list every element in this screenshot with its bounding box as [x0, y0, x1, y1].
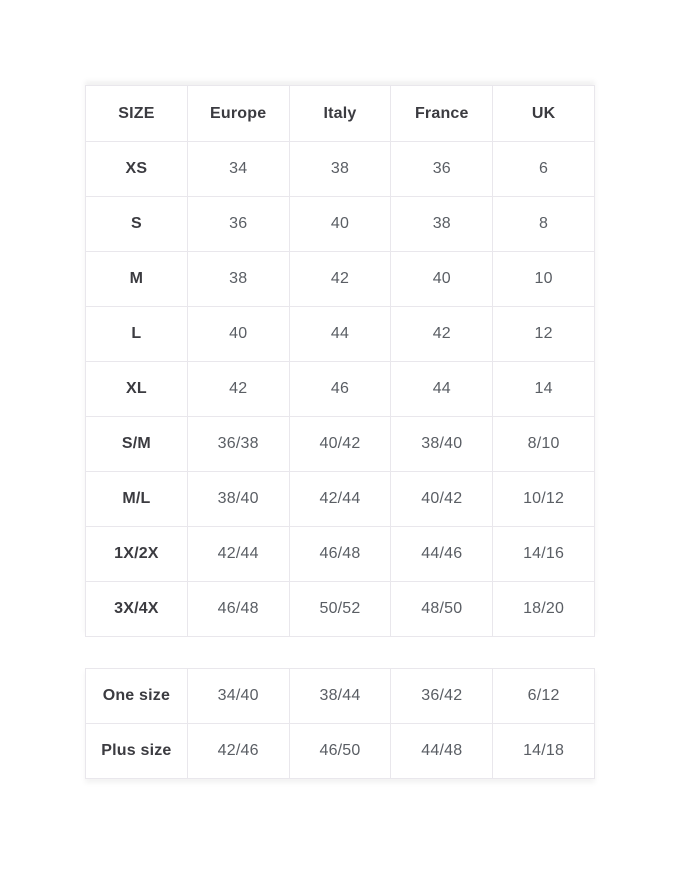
size-cell: 34/40 [187, 669, 289, 724]
row-label: Plus size [86, 724, 188, 779]
size-cell: 40 [289, 197, 391, 252]
table-row [86, 724, 595, 779]
size-cell: 14/18 [493, 724, 595, 779]
size-cell: 8 [493, 197, 595, 252]
row-label: S/M [86, 417, 188, 472]
table-row [86, 307, 595, 362]
size-cell: 38 [391, 197, 493, 252]
size-cell: 40 [391, 252, 493, 307]
size-cell: 46/48 [289, 527, 391, 582]
size-cell: 44 [289, 307, 391, 362]
table-row [86, 472, 595, 527]
row-label: L [86, 307, 188, 362]
one-size-plus-size-table [85, 668, 595, 779]
size-cell: 46/50 [289, 724, 391, 779]
size-cell: 10/12 [493, 472, 595, 527]
size-cell: 14 [493, 362, 595, 417]
table-row [86, 417, 595, 472]
column-header-italy: Italy [289, 86, 391, 142]
size-cell: 14/16 [493, 527, 595, 582]
size-cell: 42/44 [289, 472, 391, 527]
size-cell: 36/42 [391, 669, 493, 724]
size-cell: 8/10 [493, 417, 595, 472]
size-cell: 36 [391, 142, 493, 197]
size-cell: 42 [289, 252, 391, 307]
table-row [86, 252, 595, 307]
row-label: XL [86, 362, 188, 417]
table-row [86, 582, 595, 637]
size-cell: 40 [187, 307, 289, 362]
size-cell: 34 [187, 142, 289, 197]
size-cell: 46/48 [187, 582, 289, 637]
row-label: 3X/4X [86, 582, 188, 637]
size-cell: 40/42 [289, 417, 391, 472]
size-tables-container [85, 85, 595, 779]
size-conversion-table [85, 85, 595, 637]
size-cell: 44 [391, 362, 493, 417]
size-cell: 50/52 [289, 582, 391, 637]
size-cell: 18/20 [493, 582, 595, 637]
size-cell: 44/46 [391, 527, 493, 582]
size-cell: 44/48 [391, 724, 493, 779]
table-row [86, 362, 595, 417]
size-cell: 46 [289, 362, 391, 417]
row-label: One size [86, 669, 188, 724]
size-cell: 6/12 [493, 669, 595, 724]
table-row [86, 197, 595, 252]
size-cell: 10 [493, 252, 595, 307]
header-row [86, 86, 595, 142]
size-cell: 36 [187, 197, 289, 252]
row-label: M/L [86, 472, 188, 527]
size-cell: 6 [493, 142, 595, 197]
size-cell: 38/44 [289, 669, 391, 724]
column-header-size: SIZE [86, 86, 188, 142]
table-row [86, 669, 595, 724]
row-label: XS [86, 142, 188, 197]
size-cell: 38/40 [391, 417, 493, 472]
size-cell: 38 [187, 252, 289, 307]
row-label: S [86, 197, 188, 252]
size-cell: 48/50 [391, 582, 493, 637]
size-cell: 42 [391, 307, 493, 362]
size-cell: 42 [187, 362, 289, 417]
table-row [86, 527, 595, 582]
column-header-europe: Europe [187, 86, 289, 142]
size-cell: 42/44 [187, 527, 289, 582]
size-cell: 38 [289, 142, 391, 197]
size-cell: 12 [493, 307, 595, 362]
column-header-france: France [391, 86, 493, 142]
size-cell: 40/42 [391, 472, 493, 527]
row-label: 1X/2X [86, 527, 188, 582]
size-cell: 38/40 [187, 472, 289, 527]
size-cell: 36/38 [187, 417, 289, 472]
size-cell: 42/46 [187, 724, 289, 779]
table-row [86, 142, 595, 197]
column-header-uk: UK [493, 86, 595, 142]
row-label: M [86, 252, 188, 307]
